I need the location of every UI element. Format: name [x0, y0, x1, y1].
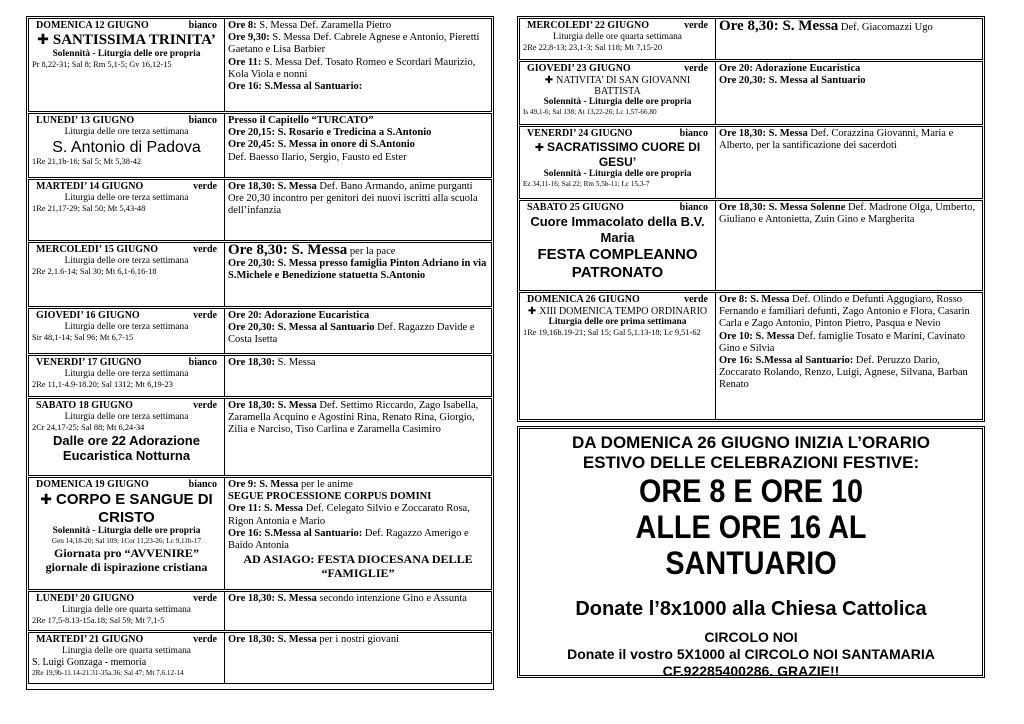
feast-title: ✚ CORPO E SANGUE DI CRISTO — [40, 490, 213, 526]
day-row-sabato-18 — [28, 398, 492, 476]
cross-icon: ✚ — [40, 491, 53, 508]
day-cell — [29, 309, 225, 353]
mass-line: Ore 11: S. Messa Def. Celegato Silvio e Zoccarato Rosa, Rigon Antonia e Mario — [228, 503, 470, 527]
mass-cell — [225, 180, 491, 240]
feast-title: ✚ SANTISSIMA TRINITA’ — [37, 31, 216, 48]
readings: 2Re 11,1-4.9-18.20; Sal 1312; Mt 6,19-23 — [32, 379, 173, 389]
summer-schedule-notice — [517, 426, 985, 678]
day-row-giovedi-16 — [28, 308, 492, 354]
mass-cell — [225, 633, 491, 683]
feast-title: ✚ NATIVITA’ DI SAN GIOVANNI BATTISTA — [544, 74, 691, 97]
day-label: VENERDI’ 17 GIUGNO — [36, 357, 142, 368]
liturgy-subtitle: Liturgia delle ore terza settimana — [64, 368, 189, 379]
day-label: GIOVEDI’ 16 GIUGNO — [36, 310, 140, 321]
day-cell — [29, 356, 225, 396]
day-label: SABATO 25 GIUGNO — [527, 202, 624, 213]
liturgical-color: verde — [193, 310, 217, 321]
mass-line: Presso il Capitello “TURCATO” — [228, 115, 374, 126]
readings: 2Re 19,9b-11.14-21.31-35a.36; Sal 47; Mt 7,6.12-14 — [32, 668, 184, 677]
cross-icon: ✚ — [544, 74, 554, 86]
readings: Ez 34,11-16; Sal 22; Rm 5,5b-11; Lc 15,3-7 — [523, 179, 650, 188]
mass-line: Ore 18,30: S. Messa secondo intenzione Gino e Assunta — [228, 593, 467, 604]
day-label: MERCOLEDI’ 15 GIUGNO — [36, 244, 159, 255]
day-row-lunedi-20 — [28, 591, 492, 631]
liturgy-subtitle: Liturgia delle ore terza settimana — [64, 192, 189, 203]
liturgy-subtitle: Liturgia delle ore quarta settimana — [62, 645, 191, 656]
mass-line: Ore 8,30: S. Messa Def. Giacomazzi Ugo — [719, 19, 933, 34]
day-row-domenica-12 — [28, 18, 492, 112]
mass-line: Ore 9: S. Messa per le anime — [228, 479, 353, 490]
liturgical-color: verde — [193, 634, 217, 645]
adoration-note: Dalle ore 22 Adorazione Eucaristica Notturna — [53, 432, 200, 463]
day-cell — [29, 478, 225, 589]
fiscal-code: CF.92285400286. GRAZIE!! — [662, 663, 840, 679]
day-row-mercoledi-22 — [519, 18, 983, 60]
liturgy-subtitle: Liturgia delle ore prima settimana — [548, 317, 687, 327]
mass-cell — [225, 399, 491, 475]
day-row-sabato-25 — [519, 200, 983, 291]
mass-cell — [225, 478, 491, 589]
day-label: SABATO 18 GIUGNO — [36, 400, 133, 411]
readings: 1Re 21,1b-16; Sal 5; Mt 5,38-42 — [32, 156, 142, 166]
feast-title: ✚ SACRATISSIMO CUORE DI GESU’ — [534, 139, 701, 169]
mass-cell — [716, 201, 982, 290]
mass-line: Ore 20,30: S. Messa al Santuario Def. Ragazzo Davide e Costa Isetta — [228, 322, 475, 346]
liturgical-color: verde — [684, 294, 708, 305]
day-cell — [29, 243, 225, 306]
cross-icon: ✚ — [37, 31, 49, 48]
feast-title: ✚ XIII DOMENICA TEMPO ORDINARIO — [527, 305, 708, 317]
day-row-mercoledi-15 — [28, 242, 492, 307]
liturgy-subtitle: Liturgia delle ore quarta settimana — [62, 604, 191, 615]
day-cell — [29, 114, 225, 177]
liturgical-color: bianco — [188, 479, 217, 490]
mass-line: SEGUE PROCESSIONE CORPUS DOMINI — [228, 491, 432, 503]
day-label: GIOVEDI’ 23 GIUGNO — [527, 63, 631, 74]
mass-cell — [716, 62, 982, 124]
readings: Sir 48,1-14; Sal 96; Mt 6,7-15 — [32, 332, 134, 342]
mass-line: Ore 9,30: S. Messa Def. Cabrele Agnese e Antonio, Pieretti Gaetano e Lisa Barbier — [228, 32, 480, 56]
day-row-domenica-19 — [28, 477, 492, 590]
mass-line: Ore 18,30: S. Messa Def. Settimo Riccardo, Zago Isabella, Zaramella Acquino e Agostini Rina, Renato Rina, Giorgio, Zilia e Narciso, Tiso Carlina e Zaramella Casimiro — [228, 400, 479, 436]
day-label: VENERDI’ 24 GIUGNO — [527, 128, 633, 139]
cross-icon: ✚ — [534, 140, 545, 154]
liturgy-subtitle: Solennità - Liturgia delle ore propria — [543, 168, 692, 179]
day-cell — [29, 19, 225, 111]
mass-line: Ore 20,30: S. Messa al Santuario — [719, 75, 866, 87]
circolo-noi-title: CIRCOLO NOI — [704, 629, 798, 645]
liturgy-subtitle: Liturgia delle ore quarta settimana — [553, 31, 682, 42]
day-cell — [520, 201, 716, 290]
liturgical-color: bianco — [188, 20, 217, 31]
mass-cell — [716, 127, 982, 198]
readings: 2Re 2,1.6-14; Sal 30; Mt 6,1-6.16-18 — [32, 266, 157, 276]
liturgical-color: bianco — [679, 202, 708, 213]
notice-line: DA DOMENICA 26 GIUGNO INIZIA L’ORARIO — [572, 433, 930, 452]
day-row-lunedi-13 — [28, 113, 492, 178]
feast-title: S. Antonio di Padova — [52, 138, 201, 156]
day-label: LUNEDI’ 20 GIUGNO — [36, 593, 135, 604]
day-row-venerdi-24 — [519, 126, 983, 199]
liturgical-color: verde — [193, 244, 217, 255]
mass-cell — [225, 356, 491, 396]
mass-line: Ore 18,30: S. Messa Def. Corazzina Giovanni, Maria e Alberto, per la santificazione dei sacerdoti — [719, 128, 954, 152]
mass-cell — [225, 114, 491, 177]
mass-line: Ore 8,30: S. Messa per la pace — [228, 243, 396, 258]
liturgy-subtitle: Solennità - Liturgia delle ore propria — [543, 96, 692, 107]
liturgical-color: verde — [193, 181, 217, 192]
mass-cell — [225, 19, 491, 111]
mass-cell — [716, 293, 982, 419]
mass-line: Ore 11: S. Messa Def. Tosato Romeo e Scordari Maurizio, Kola Viola e nonni — [228, 56, 476, 80]
liturgical-color: bianco — [188, 357, 217, 368]
readings: Gen 14,18-20; Sal 109; 1Cor 11,23-26; Lc 9,11b-17 — [51, 536, 202, 545]
mass-cell — [225, 243, 491, 306]
notice-hours: ORE 8 E ORE 10 — [638, 473, 864, 509]
readings: 1Re 21,17-29; Sal 50; Mt 5,43-48 — [32, 203, 146, 213]
mass-line: Ore 20: Adorazione Eucaristica — [228, 310, 370, 321]
readings: 1Re 19,16b.19-21; Sal 15; Gal 5,1.13-18; Lc 9,51-62 — [523, 328, 701, 337]
mass-line: Ore 20,45: S. Messa in onore di S.Antonio — [228, 139, 415, 151]
mass-line: Def. Baesso Ilario, Sergio, Fausto ed Ester — [228, 151, 407, 163]
notice-santuario: ALLE ORE 16 AL SANTUARIO — [635, 509, 867, 581]
mass-line: Ore 8: S. Messa Def. Zaramella Pietro — [228, 20, 392, 31]
asiago-note: AD ASIAGO: FESTA DIOCESANA DELLE “FAMIGLIE” — [243, 552, 473, 581]
mass-line: Ore 16: S.Messa al Santuario: Def. Ragazzo Amerigo e Baido Antonia — [228, 527, 469, 552]
day-label: DOMENICA 26 GIUGNO — [527, 294, 640, 305]
day-row-venerdi-17 — [28, 355, 492, 397]
day-cell — [520, 127, 716, 198]
readings: 2Re 22,8-13; 23,1-3; Sal 118; Mt 7,15-20 — [523, 42, 663, 52]
memoria: S. Luigi Gonzaga - memoria — [32, 656, 147, 668]
mass-line: Ore 20,30 incontro per genitori dei nuovi iscritti alla scuola dell’infanzia — [228, 193, 478, 217]
mass-line: Ore 20,30: S. Messa presso famiglia Pinton Adriano in via S.Michele e Benedizione statuetta S.Antonio — [228, 258, 487, 282]
mass-cell — [225, 592, 491, 630]
mass-line: Ore 10: S. Messa Def. famiglie Tosato e Marini, Cavinato Gino e Silvia — [719, 330, 966, 354]
day-cell — [29, 399, 225, 475]
readings: 2Cr 24,17-25; Sal 88; Mt 6,24-34 — [32, 422, 145, 432]
day-label: LUNEDI’ 13 GIUGNO — [36, 115, 135, 126]
day-row-domenica-26 — [519, 292, 983, 420]
readings: Pr 8,22-31; Sal 8; Rm 5,1-5; Gv 16,12-15 — [32, 59, 172, 69]
cross-icon: ✚ — [527, 305, 537, 317]
mass-line: Ore 18,30: S. Messa per i nostri giovani — [228, 634, 400, 645]
liturgical-color: verde — [684, 63, 708, 74]
donation-5x1000: Donate il vostro 5X1000 al CIRCOLO NOI SANTAMARIA — [567, 646, 935, 662]
day-label: DOMENICA 12 GIUGNO — [36, 20, 149, 31]
day-label: MARTEDI’ 21 GIUGNO — [36, 634, 144, 645]
day-cell — [520, 293, 716, 419]
day-cell — [520, 62, 716, 124]
liturgy-subtitle: Liturgia delle ore terza settimana — [64, 411, 189, 422]
birthday-note: FESTA COMPLEANNO PATRONATO — [537, 245, 698, 281]
day-cell — [29, 633, 225, 683]
feast-title: Cuore Immacolato della B.V. Maria — [530, 213, 705, 245]
day-row-giovedi-23 — [519, 61, 983, 125]
liturgy-subtitle: Liturgia delle ore terza settimana — [64, 321, 189, 332]
day-cell — [520, 19, 716, 59]
mass-line: Ore 18,30: S. Messa — [228, 357, 316, 368]
day-cell — [29, 592, 225, 630]
mass-line: Ore 20: Adorazione Eucaristica — [719, 63, 861, 74]
left-schedule-table — [26, 16, 494, 690]
day-label: MERCOLEDI’ 22 GIUGNO — [527, 20, 650, 31]
liturgy-subtitle: Liturgia delle ore terza settimana — [64, 126, 189, 137]
mass-line: Ore 18,30: S. Messa Solenne Def. Madrone Olga, Umberto, Giuliano e Antonietta, Zuin Gino e Margherita — [719, 202, 976, 226]
mass-cell — [225, 309, 491, 353]
mass-line: Ore 18,30: S. Messa Def. Bano Armando, anime purganti — [228, 181, 473, 192]
day-row-martedi-21 — [28, 632, 492, 684]
right-schedule-table — [517, 16, 985, 422]
liturgy-subtitle: Solennità - Liturgia delle ore propria — [52, 525, 201, 536]
avvenire-note: Giornata pro “AVVENIRE” giornale di ispirazione cristiana — [45, 545, 208, 574]
liturgical-color: bianco — [679, 128, 708, 139]
liturgy-subtitle: Solennità - Liturgia delle ore propria — [52, 48, 201, 59]
readings: Is 49,1-6; Sal 138; At 13,22-26; Lc 1,57-66.80 — [523, 107, 657, 116]
readings: 2Re 17,5-8.13-15a.18; Sal 59; Mt 7,1-5 — [32, 615, 165, 625]
mass-line: Ore 16: S.Messa al Santuario: — [228, 81, 363, 93]
day-cell — [29, 180, 225, 240]
liturgical-color: verde — [193, 593, 217, 604]
day-label: MARTEDI’ 14 GIUGNO — [36, 181, 144, 192]
day-label: DOMENICA 19 GIUGNO — [36, 479, 149, 490]
mass-cell — [716, 19, 982, 59]
mass-line: Ore 8: S. Messa Def. Olindo e Defunti Aggugiaro, Rosso Fernando e familiari defunti, Zago Antonio e Flora, Casarin Carla e Zago Antonio, Pinton Pietro, Pasqua e Nevio — [719, 294, 970, 330]
day-row-martedi-14 — [28, 179, 492, 241]
liturgical-color: bianco — [188, 115, 217, 126]
mass-line: Ore 16: S.Messa al Santuario: Def. Peruzzo Dario, Zoccarato Rolando, Renzo, Luigi, Agnese, Silvana, Barban Renato — [719, 355, 968, 391]
mass-line: Ore 20,15: S. Rosario e Tredicina a S.Antonio — [228, 127, 432, 139]
liturgy-subtitle: Liturgia delle ore terza settimana — [64, 255, 189, 266]
notice-line: ESTIVO DELLE CELEBRAZIONI FESTIVE: — [582, 453, 920, 472]
liturgical-color: verde — [684, 20, 708, 31]
liturgical-color: verde — [193, 400, 217, 411]
donation-8x1000: Donate l’8x1000 alla Chiesa Cattolica — [575, 598, 927, 620]
